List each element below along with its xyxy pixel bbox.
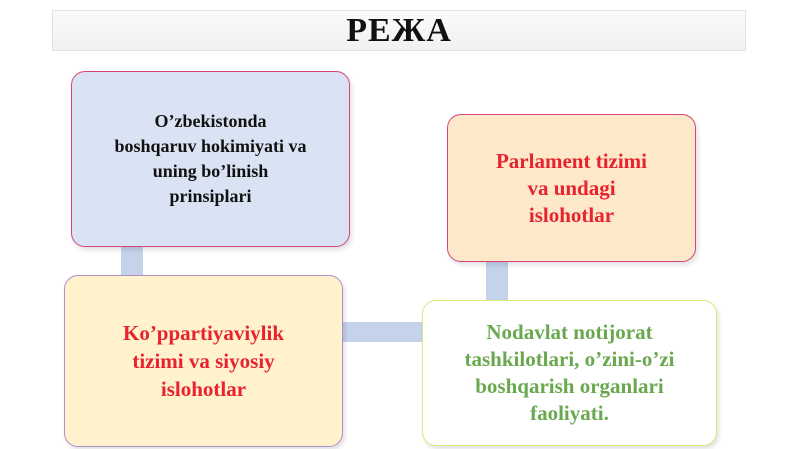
card-ngo-self-government-text: Nodavlat notijorat tashkilotlari, o’zini-o’zi boshqarish organlari faoliyati. [464,320,675,425]
card-executive-power [71,71,350,247]
card-ngo-self-government [422,300,717,446]
title-bar [52,10,746,51]
card-parliament-system-text: Parlament tizimi va undagi islohotlar [495,148,648,227]
connector-middle-horizontal [341,322,425,342]
connector-left-vertical [121,245,143,279]
card-multiparty-system [64,275,343,447]
connector-right-vertical [486,260,508,304]
card-executive-power-text: O’zbekistonda boshqaruv hokimiyati va uning bo’linish prinsiplari [114,111,307,206]
card-multiparty-system-text: Ko’ppartiyaviylik tizimi va siyosiy islohotlar [122,321,285,401]
page-title: РЕЖА [346,11,452,49]
card-parliament-system [447,114,696,262]
